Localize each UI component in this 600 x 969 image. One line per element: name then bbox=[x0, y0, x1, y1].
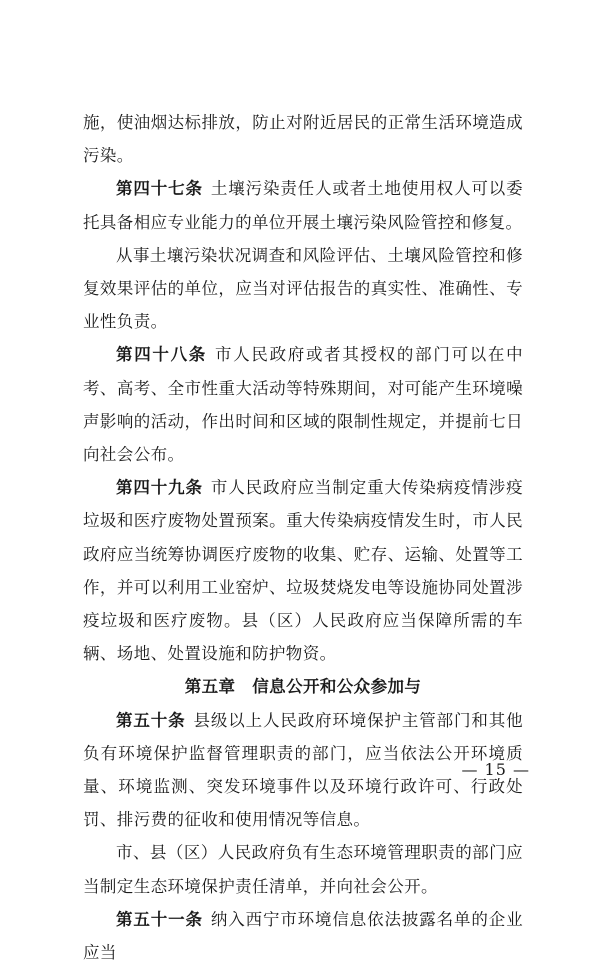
article-number: 第五十一条 bbox=[116, 909, 203, 929]
paragraph-text: 从事土壤污染状况调查和风险评估、土壤风险管控和修复效果评估的单位，应当对评估报告的真实性、准确性、专业性负责。 bbox=[83, 245, 523, 332]
paragraph-text: 县级以上人民政府环境保护主管部门和其他负有环境保护监督管理职责的部门，应当依法公开环境质量、环境监测、突发环境事件以及环境行政许可、行政处罚、排污费的征收和使用情况等信息。 bbox=[83, 710, 523, 830]
paragraph bbox=[83, 106, 523, 172]
article-47 bbox=[83, 172, 523, 238]
article-number: 第四十八条 bbox=[116, 345, 207, 365]
article-number: 第五十条 bbox=[116, 710, 186, 730]
paragraph bbox=[83, 836, 523, 902]
article-48 bbox=[83, 338, 523, 471]
paragraph-text: 市人民政府或者其授权的部门可以在中考、高考、全市性重大活动等特殊期间，对可能产生环境噪声影响的活动，作出时间和区域的限制性规定，并提前七日向社会公布。 bbox=[83, 345, 523, 465]
article-50 bbox=[83, 704, 523, 837]
paragraph-text: 市、县（区）人民政府负有生态环境管理职责的部门应当制定生态环境保护责任清单，并向社会公开。 bbox=[83, 843, 523, 896]
paragraph-text: 施，使油烟达标排放，防止对附近居民的正常生活环境造成污染。 bbox=[83, 113, 523, 166]
article-51 bbox=[83, 903, 523, 969]
page-number: — 15 — bbox=[461, 760, 530, 779]
paragraph-text: 市人民政府应当制定重大传染病疫情涉疫垃圾和医疗废物处置预案。重大传染病疫情发生时，市人民政府应当统筹协调医疗废物的收集、贮存、运输、处置等工作，并可以利用工业窑炉、垃圾焚烧发电等设施协同处置涉疫垃圾和医疗废物。县（区）人民政府应当保障所需的车辆、场地、处置设施和防护物资。 bbox=[83, 478, 524, 664]
paragraph-text: 纳入西宁市环境信息依法披露名单的企业应当 bbox=[83, 909, 524, 963]
article-number: 第四十七条 bbox=[116, 179, 203, 199]
document-body bbox=[83, 106, 523, 969]
article-49 bbox=[83, 471, 523, 670]
chapter-title: 第五章 信息公开和公众参加与 bbox=[184, 677, 422, 697]
paragraph bbox=[83, 239, 523, 339]
paragraph-text: 土壤污染责任人或者土地使用权人可以委托具备相应专业能力的单位开展土壤污染风险管控和修复。 bbox=[83, 179, 524, 232]
article-number: 第四十九条 bbox=[116, 478, 203, 498]
